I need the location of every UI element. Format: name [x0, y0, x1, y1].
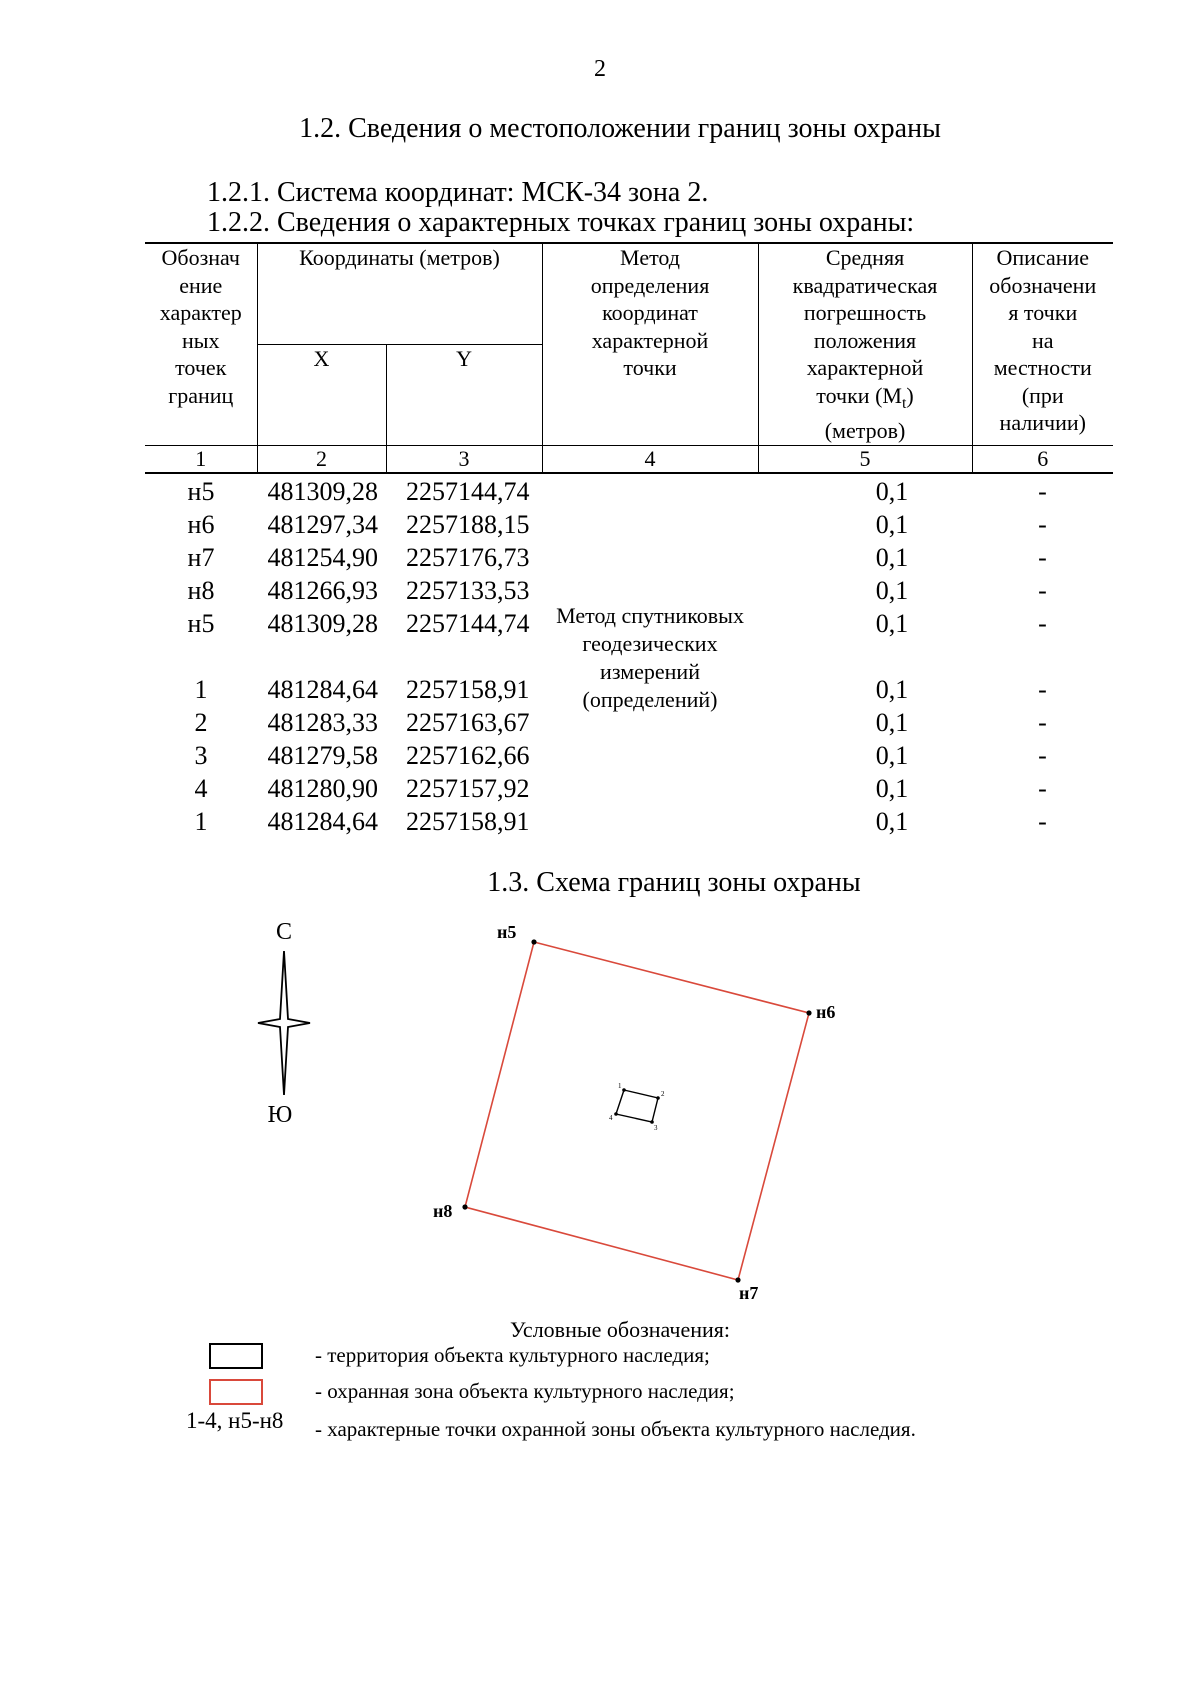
y-cell: 2257163,67 — [406, 707, 530, 737]
point-cell: 3 — [194, 740, 208, 770]
zone-point-label: н8 — [433, 1201, 453, 1221]
error-cell: 0,1 — [875, 575, 909, 605]
y-cell: 2257162,66 — [406, 740, 530, 770]
coordinates-table — [145, 242, 1113, 837]
header-y: Y — [386, 345, 542, 445]
column-number: 2 — [257, 445, 386, 473]
header-point-description: Описание обозначени я точки на местности (при наличии) — [972, 243, 1113, 445]
error-cell: 0,1 — [875, 740, 909, 770]
legend-territory-swatch — [209, 1343, 263, 1369]
point-cell: н5 — [187, 608, 215, 638]
x-cell: 481297,34 — [267, 509, 378, 539]
compass-arrow-icon — [258, 951, 310, 1095]
column-number: 3 — [386, 445, 542, 473]
zone-point-label: н6 — [816, 1002, 836, 1022]
description-cell: - — [1038, 476, 1047, 506]
error-cell: 0,1 — [875, 674, 909, 704]
description-cell: - — [1038, 674, 1047, 704]
point-cell: н5 — [187, 476, 215, 506]
section-title-location: 1.2. Сведения о местоположении границ зоны охраны — [299, 113, 941, 144]
zone-point-label: н7 — [739, 1283, 759, 1303]
subsection-boundary-points: 1.2.2. Сведения о характерных точках границ зоны охраны: — [207, 207, 915, 238]
point-cell: н7 — [187, 542, 215, 572]
header-coordinates-group: Координаты (метров) — [257, 243, 542, 345]
description-cell: - — [1038, 608, 1047, 638]
x-cell: 481254,90 — [267, 542, 378, 572]
object-point-label: 2 — [661, 1090, 665, 1098]
error-cell: 0,1 — [875, 608, 909, 638]
column-number: 4 — [542, 445, 758, 473]
object-point-label: 3 — [654, 1124, 658, 1132]
object-point-marker — [614, 1112, 618, 1116]
header-mean-square-error: Средняя квадратическая погрешность положения характерной точки $(M_t)$ (метров) — [758, 243, 972, 445]
compass-north-label: С — [275, 919, 293, 945]
error-cell: 0,1 — [875, 773, 909, 803]
description-cell: - — [1038, 509, 1047, 539]
error-cell: 0,1 — [875, 806, 909, 836]
page-number: 2 — [594, 56, 606, 82]
compass-rose — [240, 915, 330, 1135]
description-cell: - — [1038, 542, 1047, 572]
legend-points-symbol: 1-4, н5-н8 — [186, 1408, 284, 1433]
description-cell: - — [1038, 806, 1047, 836]
section-title-scheme: 1.3. Схема границ зоны охраны — [487, 867, 861, 898]
x-cell: 481309,28 — [267, 608, 378, 638]
y-cell: 2257158,91 — [406, 674, 530, 704]
x-cell: 481279,58 — [267, 740, 378, 770]
method-cell: Метод спутниковых геодезических измерений (определений) — [556, 603, 744, 712]
error-cell: 0,1 — [875, 707, 909, 737]
header-method: Метод определения координат характерной точки — [542, 243, 758, 445]
x-cell: 481284,64 — [267, 806, 378, 836]
y-cell: 2257158,91 — [406, 806, 530, 836]
column-number: 5 — [758, 445, 972, 473]
column-number: 1 — [145, 445, 257, 473]
object-point-label: 4 — [609, 1114, 613, 1122]
legend-zone-swatch — [209, 1379, 263, 1405]
zone-point-marker — [735, 1277, 740, 1282]
description-cell: - — [1038, 575, 1047, 605]
point-cell: н6 — [187, 509, 215, 539]
legend-title: Условные обозначения: — [510, 1317, 731, 1342]
compass-south-label: Ю — [267, 1102, 293, 1128]
point-cell: 1 — [194, 806, 208, 836]
y-cell: 2257157,92 — [406, 773, 530, 803]
object-point-marker — [622, 1088, 626, 1092]
y-cell: 2257144,74 — [406, 608, 530, 638]
y-cell: 2257144,74 — [406, 476, 530, 506]
legend-item-points: - характерные точки охранной зоны объекта культурного наследия. — [315, 1417, 916, 1441]
y-cell: 2257133,53 — [406, 575, 530, 605]
table-row — [145, 473, 1113, 507]
description-cell: - — [1038, 740, 1047, 770]
legend-item-territory: - территория объекта культурного наследия; — [315, 1343, 710, 1367]
x-cell: 481280,90 — [267, 773, 378, 803]
protection-zone-outline — [465, 942, 809, 1280]
x-cell: 481283,33 — [267, 707, 378, 737]
x-cell: 481284,64 — [267, 674, 378, 704]
x-cell: 481266,93 — [267, 575, 378, 605]
point-cell: 1 — [194, 674, 208, 704]
object-point-label: 1 — [618, 1082, 622, 1090]
point-cell: н8 — [187, 575, 215, 605]
zone-point-marker — [806, 1010, 811, 1015]
error-cell: 0,1 — [875, 476, 909, 506]
y-cell: 2257188,15 — [406, 509, 530, 539]
description-cell: - — [1038, 773, 1047, 803]
x-cell: 481309,28 — [267, 476, 378, 506]
point-cell: 4 — [194, 773, 208, 803]
error-cell: 0,1 — [875, 509, 909, 539]
column-number: 6 — [972, 445, 1113, 473]
header-point-designation: Обознач ение характер ных точек границ — [145, 243, 257, 445]
y-cell: 2257176,73 — [406, 542, 530, 572]
legend-item-zone: - охранная зона объекта культурного наследия; — [315, 1379, 735, 1403]
zone-point-marker — [462, 1204, 467, 1209]
header-x: X — [257, 345, 386, 445]
error-cell: 0,1 — [875, 542, 909, 572]
zone-point-marker — [531, 939, 536, 944]
point-cell: 2 — [194, 707, 208, 737]
object-point-marker — [656, 1096, 660, 1100]
zone-point-label: н5 — [497, 922, 517, 942]
subsection-coordinate-system: 1.2.1. Система координат: МСК-34 зона 2. — [207, 177, 709, 208]
boundary-scheme — [400, 910, 860, 1310]
description-cell: - — [1038, 707, 1047, 737]
heritage-object-outline — [616, 1090, 658, 1122]
